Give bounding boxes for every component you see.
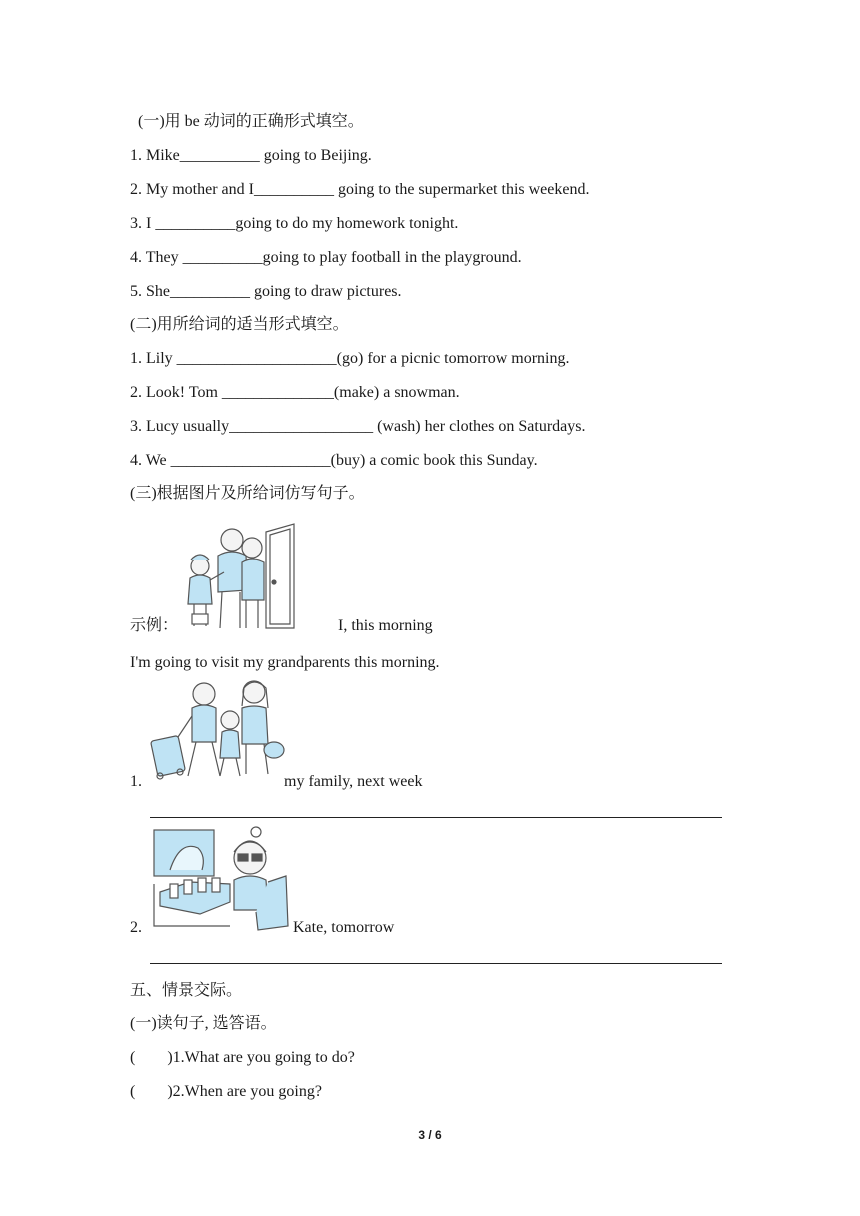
exercise-item: 2. Look! Tom ______________(make) a snowman. [130, 384, 460, 401]
exercise-item: 5. She__________ going to draw pictures. [130, 283, 402, 300]
exercise-item: 1. Mike__________ going to Beijing. [130, 147, 372, 164]
answer-line[interactable] [150, 817, 722, 818]
subsection-heading: (一)读句子, 选答语。 [130, 1015, 277, 1032]
question-prompt: my family, next week [284, 773, 423, 790]
section-heading-situational-dialogue: 五、情景交际。 [130, 982, 243, 999]
exercise-item: 4. They __________going to play football in the playground. [130, 249, 522, 266]
exercise-item: 1. Lily ____________________(go) for a picnic tomorrow morning. [130, 350, 570, 367]
section-heading-picture-sentences: (三)根据图片及所给词仿写句子。 [130, 485, 365, 502]
exercise-item: ( )1.What are you going to do? [130, 1049, 355, 1066]
exercise-item: ( )2.When are you going? [130, 1083, 322, 1100]
family-travel-illustration [148, 678, 286, 786]
question-prompt: Kate, tomorrow [293, 919, 395, 936]
section-heading-word-forms: (二)用所给词的适当形式填空。 [130, 316, 349, 333]
section-heading-be-verbs: (一)用 be 动词的正确形式填空。 [138, 113, 364, 130]
exercise-item: 3. I __________going to do my homework tonight. [130, 215, 459, 232]
example-prompt: I, this morning [338, 617, 433, 634]
page-number: 3 / 6 [418, 1128, 442, 1142]
question-number: 2. [130, 919, 142, 936]
cinema-illustration [150, 826, 290, 932]
exercise-item: 2. My mother and I__________ going to the supermarket this weekend. [130, 181, 590, 198]
exercise-item: 3. Lucy usually__________________ (wash) her clothes on Saturdays. [130, 418, 586, 435]
answer-line[interactable] [150, 963, 722, 964]
exercise-item: 4. We ____________________(buy) a comic book this Sunday. [130, 452, 538, 469]
question-number: 1. [130, 773, 142, 790]
example-illustration [182, 520, 312, 632]
example-label: 示例： [130, 617, 179, 634]
example-answer: I'm going to visit my grandparents this morning. [130, 654, 440, 671]
